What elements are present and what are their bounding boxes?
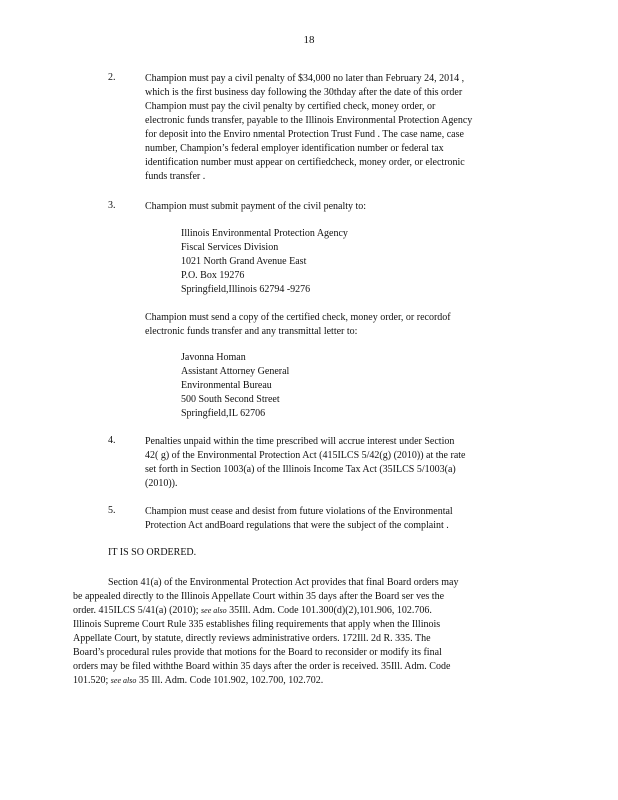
appeal-notice-paragraph (73, 576, 538, 688)
text-line (73, 674, 538, 688)
text-line: electronic funds transfer and any transmittal letter to: (145, 326, 358, 337)
text-line: Protection Act andBoard regulations that were the subject of the complaint . (145, 520, 449, 531)
item-text (145, 435, 537, 491)
address-line: Illinois Environmental Protection Agency (181, 228, 348, 239)
citation-text: 35Ill. Adm. Code 101.300(d)(2),101.906, 102.706. (226, 605, 432, 616)
address-line: P.O. Box 19276 (181, 270, 245, 281)
address-line: Springfield,Illinois 62794 -9276 (181, 284, 311, 295)
address-line: 1021 North Grand Avenue East (181, 256, 307, 267)
address-line: Fiscal Services Division (181, 242, 279, 253)
see-also-italic: see also (201, 606, 227, 615)
text-line: Appellate Court, by statute, directly reviews administrative orders. 172Ill. 2d R. 335. The (73, 633, 431, 644)
text-line: number, Champion’s federal employer identification number or federal tax (145, 143, 444, 154)
so-ordered: IT IS SO ORDERED. (108, 547, 197, 558)
item-number: 3. (108, 200, 116, 211)
text-line: be appealed directly to the Illinois Appellate Court within 35 days after the Board ser ves the (73, 591, 445, 602)
text-line (73, 604, 538, 618)
text-line: electronic funds transfer, payable to the Illinois Environmental Protection Agency (145, 115, 473, 126)
text-line: for deposit into the Enviro nmental Protection Trust Fund . The case name, case (145, 129, 464, 140)
citation-text: 101.520; (73, 675, 111, 686)
address-line: Springfield,IL 62706 (181, 408, 266, 419)
text-line: Board’s procedural rules provide that motions for the Board to reconsider or modify its final (73, 647, 442, 658)
text-line: Champion must pay the civil penalty by certified check, money order, or (145, 101, 436, 112)
item-text (145, 72, 537, 184)
address-line: Assistant Attorney General (181, 366, 290, 377)
citation-text: order. 415ILCS 5/41(a) (2010); (73, 605, 202, 616)
text-line: 42( g) of the Environmental Protection Act (415ILCS 5/42(g) (2010)) at the rate (145, 450, 466, 461)
text-line: Champion must send a copy of the certified check, money order, or recordof (145, 312, 451, 323)
text-line: orders may be filed withthe Board within 35 days after the order is received. 35Ill. Adm. Code (73, 661, 451, 672)
address-line: Javonna Homan (181, 352, 246, 363)
send-copy-paragraph (145, 311, 540, 339)
text-line: set forth in Section 1003(a) of the Illinois Income Tax Act (35ILCS 5/1003(a) (145, 464, 456, 475)
text-line: which is the first business day following the 30thday after the date of this order (145, 87, 463, 98)
text-line: Penalties unpaid within the time prescribed will accrue interest under Section (145, 436, 455, 447)
address-line: Environmental Bureau (181, 380, 272, 391)
text-line: identification number must appear on certifiedcheck, money order, or electronic (145, 157, 465, 168)
item-number: 5. (108, 505, 116, 516)
see-also-italic: see also (110, 676, 137, 685)
item-text (145, 200, 537, 214)
item-number: 4. (108, 435, 116, 446)
payment-address (181, 227, 348, 297)
item-number: 2. (108, 72, 116, 83)
item-text (145, 505, 537, 533)
address-line: 500 South Second Street (181, 394, 280, 405)
text-line: Champion must pay a civil penalty of $34,000 no later than February 24, 2014 , (145, 73, 465, 84)
text-line: (2010)). (145, 478, 178, 489)
text-line: Illinois Supreme Court Rule 335 establishes filing requirements that apply when the Illinois (73, 619, 441, 630)
text-line: Section 41(a) of the Environmental Protection Act provides that final Board orders may (108, 577, 459, 588)
citation-text: 35 Ill. Adm. Code 101.902, 102.700, 102.702. (136, 675, 324, 686)
text-line: funds transfer . (145, 171, 206, 182)
page-number: 18 (303, 34, 315, 46)
attorney-address (181, 351, 289, 421)
text-line: Champion must submit payment of the civil penalty to: (145, 201, 367, 212)
text-line: Champion must cease and desist from future violations of the Environmental (145, 506, 453, 517)
